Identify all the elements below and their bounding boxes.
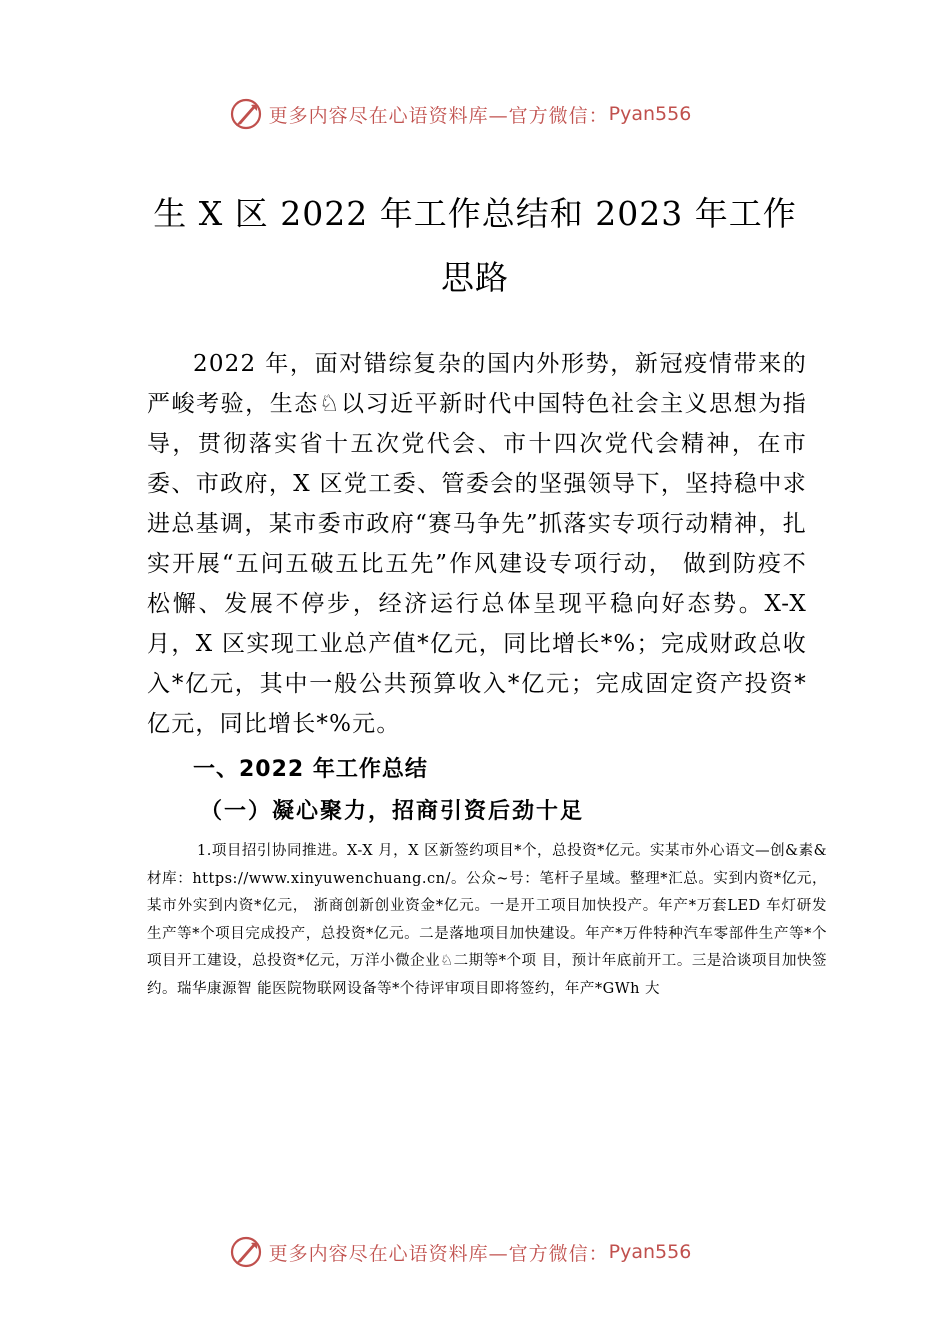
document-title-line-2: 思路 [441, 258, 509, 297]
document-title-line-1: 生 X 区 2022 年工作总结和 2023 年工作 [153, 194, 797, 233]
watermark-text: 更多内容尽在心语资料库—官方微信： [268, 104, 609, 127]
watermark-text: 更多内容尽在心语资料库—官方微信： [268, 1242, 609, 1265]
watermark-banner-bottom [0, 1232, 950, 1272]
subsection-heading: （一）凝心聚力，招商引资后劲十足 [200, 798, 585, 824]
intro-paragraph: 2022 年，面对错综复杂的国内外形势，新冠疫情带来的严峻考验，生态♘以习近平新时代中国特色社会主义思想为指导，贯彻落实省十五次党代会、市十四次党代会精神，在市委、市政府，X 区党工委、管委会的坚强领导下，坚持稳中求进总基调，某市委市政府“赛马争先”抓落实专项行动精神，扎实开展“五问五破五比五先”作风建设专项行动， 做到防疫不松懈、发展不停步，经济运行总体呈现平稳向好态势。X-X 月，X 区实现工业总产值*亿元，同比增长*%；完成财政总收入*亿元，其中一般公共预算收入*亿元；完成固定资产投资*亿元，同比增长*%元。 [147, 351, 807, 737]
watermark-banner-top [0, 94, 950, 134]
section-heading: 一、2022 年工作总结 [193, 757, 428, 782]
body-paragraph: 1.项目招引协同推进。X-X 月，X 区新签约项目*个，总投资*亿元。实某市外心语文—创&素&材库：https://www.xinyuwenchuang.cn/。公众~号：笔杆子星域。整理*汇总。实到内资*亿元，某市外实到内资*亿元， 浙商创新创业资金*亿元。一是开工项目加快投产。年产*万套LED 车灯研发生产等*个项目完成投产，总投资*亿元。二是落地项目加快建设。年产*万件特种汽车零部件生产等*个 项目开工建设，总投资*亿元，万洋小微企业♘二期等*个项 目，预计年底前开工。三是洽谈项目加快签约。瑞华康源智 能医院物联网设备等*个待评审项目即将签约，年产*GWh 大 [147, 843, 827, 997]
quill-pen-logo-icon [229, 1235, 263, 1269]
watermark-handle: Pyan556 [608, 103, 692, 125]
quill-pen-logo-icon [229, 97, 263, 131]
watermark-handle: Pyan556 [608, 1241, 692, 1263]
